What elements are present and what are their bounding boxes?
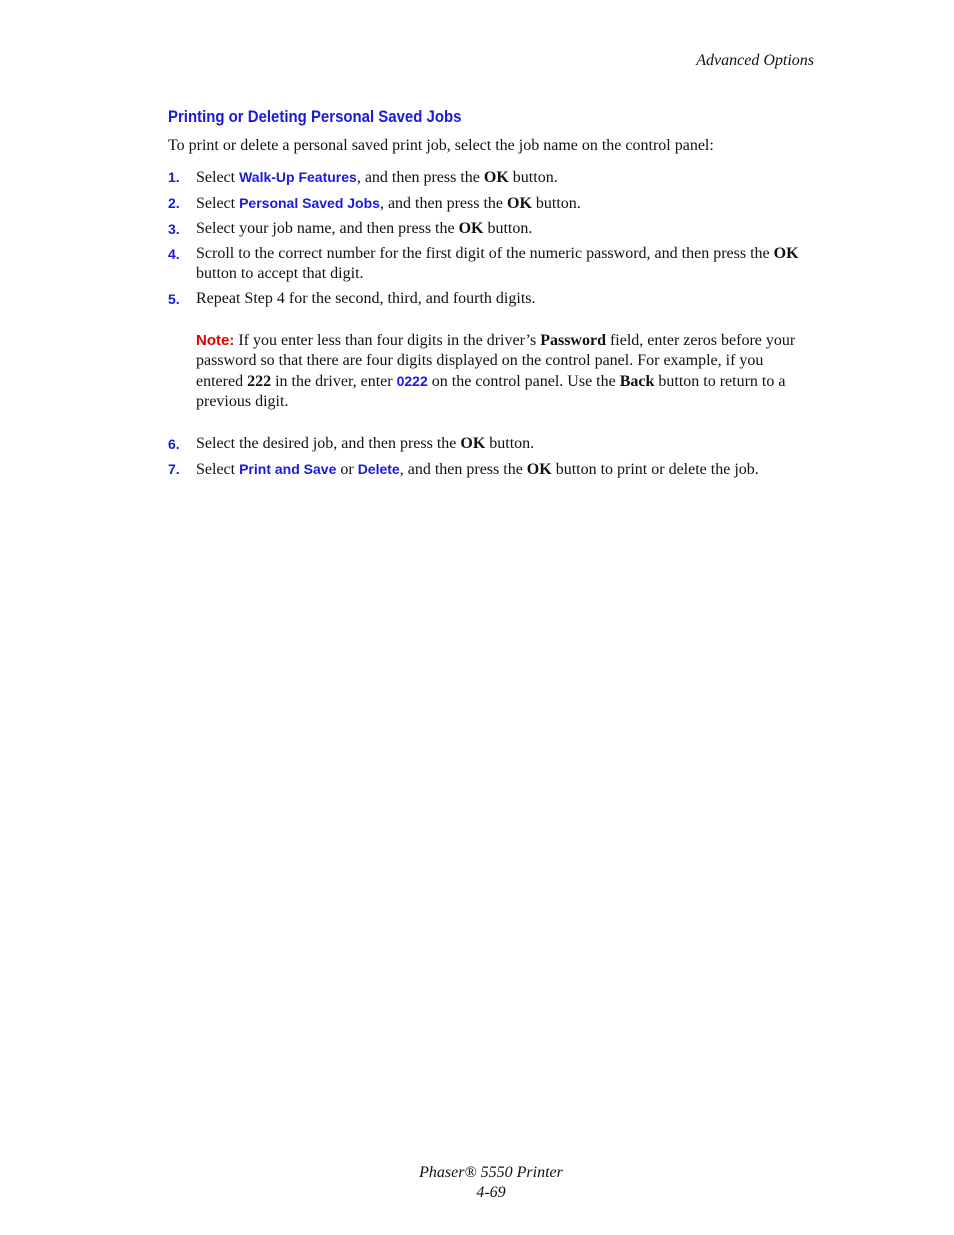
step-6 <box>168 434 814 454</box>
step-number: 1. <box>168 169 180 185</box>
step-number: 4. <box>168 246 180 262</box>
step-text: button. <box>508 169 558 186</box>
footer-product: Phaser® 5550 Printer <box>419 1164 563 1181</box>
step-text: or <box>336 461 358 478</box>
ui-term: Print and Save <box>239 461 337 477</box>
step-text: button. <box>483 220 533 237</box>
step-2 <box>168 193 814 214</box>
footer-page-number: 4-69 <box>476 1184 506 1201</box>
step-text: button. <box>485 435 535 452</box>
button-name: OK <box>507 195 532 212</box>
button-name: OK <box>773 245 799 262</box>
page-footer <box>0 1163 954 1203</box>
step-text: Select your job name, and then press the <box>196 220 459 237</box>
field-name: Password <box>540 332 606 349</box>
step-text: Select <box>196 195 240 212</box>
step-text: , and then press the <box>399 461 527 478</box>
button-name: OK <box>460 435 486 452</box>
step-number: 6. <box>168 436 180 452</box>
step-number: 7. <box>168 461 180 477</box>
ui-term: Personal Saved Jobs <box>239 195 380 211</box>
note-text: If you enter less than four digits in the driver’s <box>234 332 541 349</box>
step-text: Select <box>196 169 240 186</box>
step-5 <box>168 289 814 309</box>
step-text: Select the desired job, and then press the <box>196 435 461 452</box>
step-4 <box>168 244 814 284</box>
step-number: 2. <box>168 195 180 211</box>
note-block <box>196 331 814 412</box>
step-7 <box>168 459 814 480</box>
step-text: , and then press the <box>379 195 508 212</box>
ui-term: Walk-Up Features <box>239 169 357 185</box>
ui-term: 0222 <box>396 373 428 389</box>
example-value: 222 <box>247 373 272 390</box>
note-label: Note: <box>196 332 235 349</box>
running-header: Advanced Options <box>696 52 814 69</box>
note-text: field, enter zeros before your password so that there are four digits displayed on the control panel. For example, if you entered <box>196 332 796 390</box>
intro-paragraph: To print or delete a personal saved print job, select the job name on the control panel: <box>168 137 714 154</box>
steps-list-continued <box>168 434 814 480</box>
section-title: Printing or Deleting Personal Saved Jobs <box>168 107 462 126</box>
step-number: 5. <box>168 291 180 307</box>
step-text: button to accept that digit. <box>196 265 364 282</box>
ui-term: Delete <box>357 461 400 477</box>
step-text: Scroll to the correct number for the first digit of the numeric password, and then press the <box>196 245 774 262</box>
step-text: Repeat Step 4 for the second, third, and fourth digits. <box>196 290 536 307</box>
step-text: , and then press the <box>356 169 484 186</box>
step-text: button to print or delete the job. <box>551 461 759 478</box>
note-text: button to return to a previous digit. <box>196 373 786 410</box>
button-name: OK <box>483 169 509 186</box>
button-name: Back <box>619 373 655 390</box>
page-content <box>168 106 814 485</box>
note-text: in the driver, enter <box>271 373 397 390</box>
button-name: OK <box>526 461 552 478</box>
steps-list <box>168 167 814 309</box>
step-1 <box>168 167 814 188</box>
button-name: OK <box>458 220 484 237</box>
step-text: Select <box>196 461 240 478</box>
step-text: button. <box>531 195 581 212</box>
step-3 <box>168 219 814 239</box>
step-number: 3. <box>168 221 180 237</box>
note-text: on the control panel. Use the <box>427 373 620 390</box>
